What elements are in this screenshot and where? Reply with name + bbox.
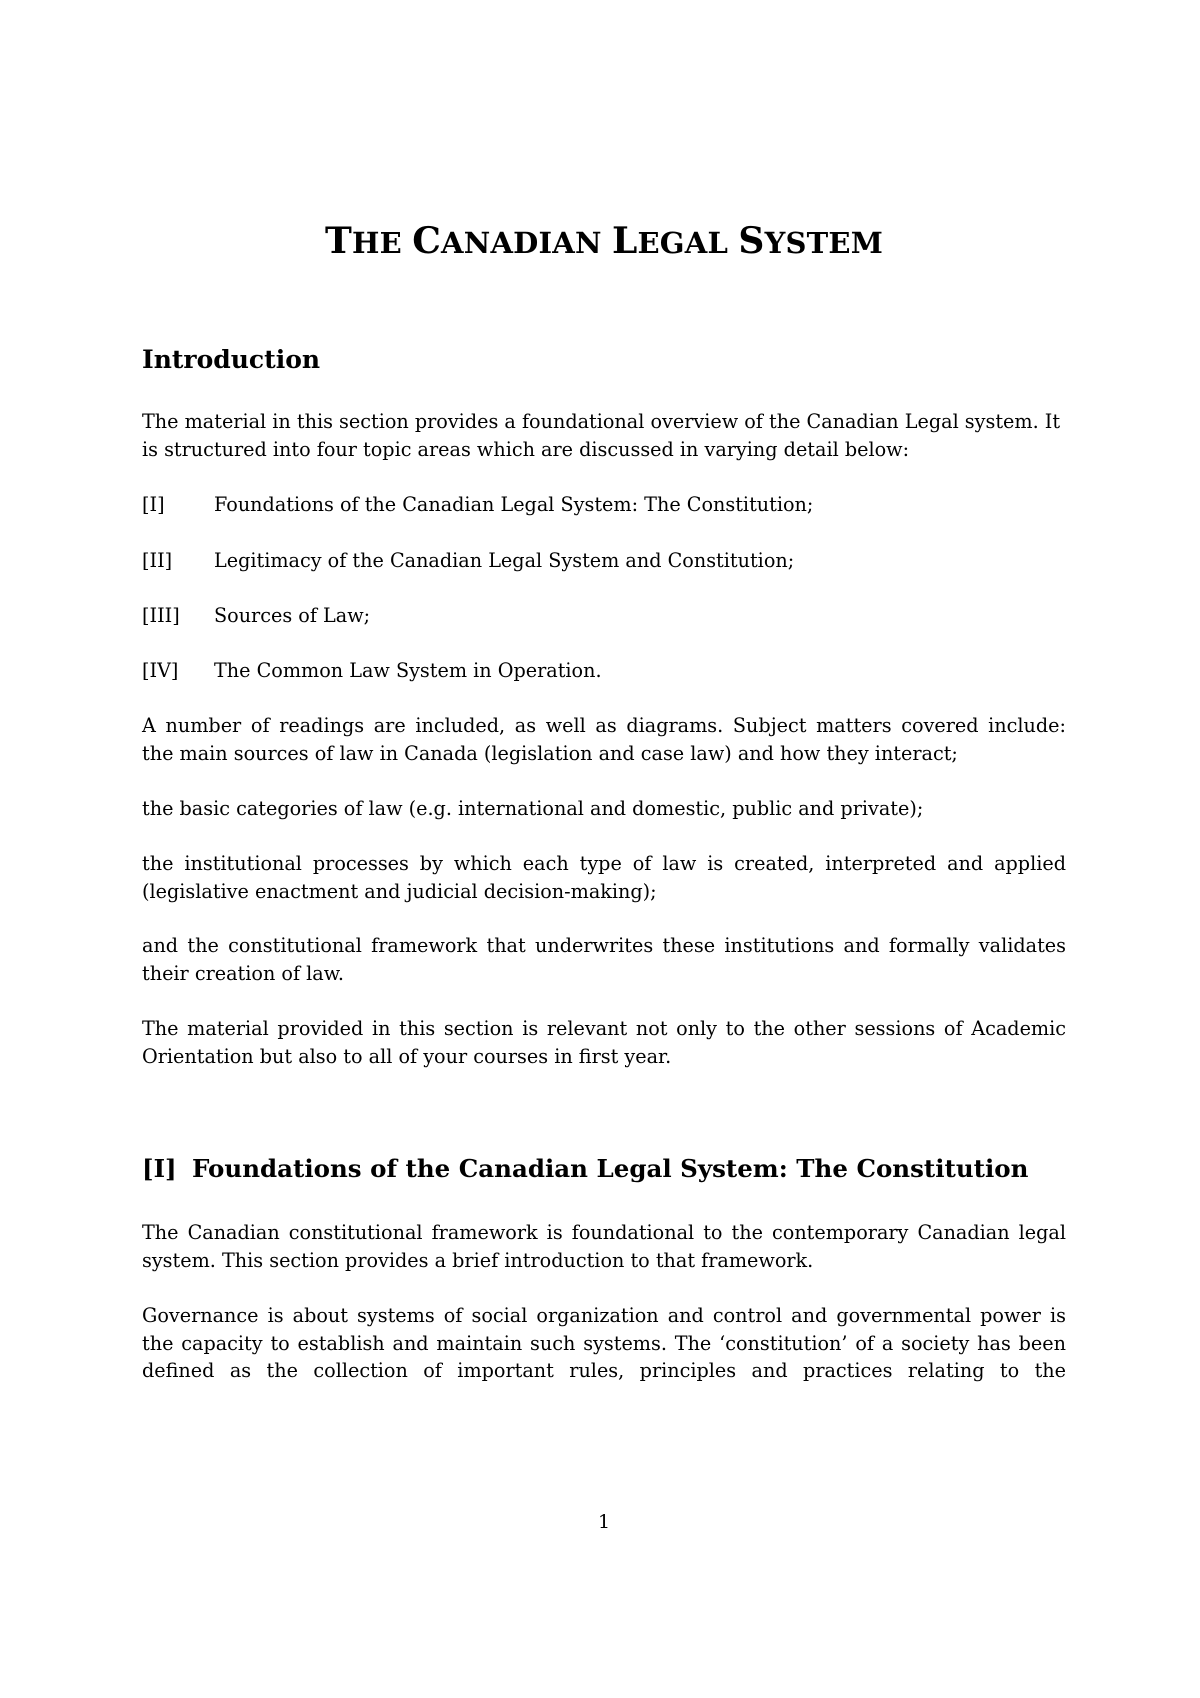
title-initial: C xyxy=(412,220,442,262)
introduction-heading: Introduction xyxy=(142,345,321,374)
topic-item xyxy=(142,602,1066,630)
topic-item xyxy=(142,547,1066,575)
topic-text: Foundations of the Canadian Legal System: The Constitution; xyxy=(214,493,814,516)
title-rest: EGAL xyxy=(637,226,739,260)
framework-paragraph: and the constitutional framework that underwrites these institutions and formally validates their creation of law. xyxy=(142,934,1066,985)
topic-text: The Common Law System in Operation. xyxy=(214,659,602,682)
page-number: 1 xyxy=(597,1511,611,1533)
constitution-paragraph: The Canadian constitutional framework is foundational to the contemporary Canadian legal system. This section provides a brief introduction to that framework. xyxy=(142,1221,1066,1272)
relevance-paragraph: The material provided in this section is relevant not only to the other sessions of Academic Orientation but also to all of your courses in first year. xyxy=(142,1017,1066,1068)
title-initial: T xyxy=(324,220,352,262)
title-initial: L xyxy=(611,220,638,262)
governance-paragraph: Governance is about systems of social organization and control and governmental power is the capacity to establish and maintain such systems. The ‘constitution’ of a society has been defined as the collection of important rules, principles and practices relating to the xyxy=(142,1304,1066,1383)
title-rest: ANADIAN xyxy=(441,226,612,260)
topic-number: [IV] xyxy=(142,659,179,682)
readings-line: A number of readings are included, as well as diagrams. Subject matters covered include: xyxy=(142,714,1066,737)
topic-item xyxy=(142,491,1066,519)
processes-paragraph: the institutional processes by which each type of law is created, interpreted and applied (legislative enactment and judicial decision-making); xyxy=(142,852,1066,903)
topic-number: [III] xyxy=(142,604,180,627)
categories-paragraph: the basic categories of law (e.g. international and domestic, public and private); xyxy=(142,797,924,820)
topic-text: Sources of Law; xyxy=(214,604,371,627)
topic-item xyxy=(142,657,1066,685)
section-heading xyxy=(142,1153,1028,1185)
sources-line: the main sources of law in Canada (legislation and case law) and how they interact; xyxy=(142,742,958,765)
section-title: Foundations of the Canadian Legal System: The Constitution xyxy=(192,1154,1029,1183)
document-title xyxy=(142,222,1066,262)
topic-number: [II] xyxy=(142,549,173,572)
topic-number: [I] xyxy=(142,493,165,516)
title-rest: YSTEM xyxy=(764,226,883,260)
section-number: [I] xyxy=(142,1154,177,1183)
topic-text: Legitimacy of the Canadian Legal System and Constitution; xyxy=(214,549,795,572)
title-initial: S xyxy=(738,220,765,262)
intro-paragraph: The material in this section provides a foundational overview of the Canadian Legal system. It is structured into four topic areas which are discussed in varying detail below: xyxy=(142,410,1061,461)
title-rest: HE xyxy=(351,226,413,260)
